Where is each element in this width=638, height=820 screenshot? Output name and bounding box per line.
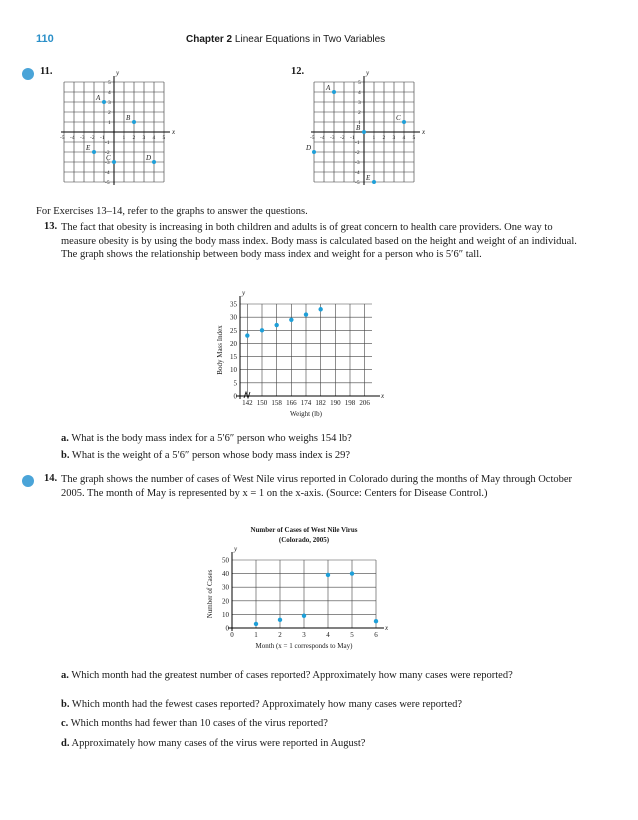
exercise-14c (61, 717, 581, 730)
y-tick-label: -5 (355, 180, 360, 186)
x-tick-label: 198 (344, 399, 356, 407)
exercise-14a (61, 669, 581, 682)
x-tick-label: 5 (412, 135, 416, 141)
x-tick-label: 1 (122, 135, 126, 141)
y-tick-label: 5 (233, 379, 237, 388)
data-point (302, 614, 306, 618)
x-tick-label: 4 (402, 135, 406, 141)
point-B (362, 130, 366, 134)
x-axis-label: x (422, 128, 426, 136)
x-tick-label: -3 (80, 135, 85, 141)
y-tick-label: -2 (105, 150, 110, 156)
y-axis-label: Body Mass Index (216, 325, 224, 375)
x-tick-label: 6 (374, 631, 378, 639)
y-tick-label: -4 (355, 170, 360, 176)
bmi-chart (210, 288, 390, 418)
question-text: What is the body mass index for a 5′6″ person who weighs 154 lb? (71, 433, 352, 444)
x-tick-label: 174 (300, 399, 312, 407)
y-tick-label: 40 (222, 570, 229, 579)
point-A (102, 100, 106, 104)
x-tick-label: 1 (372, 135, 376, 141)
point-label-A: A (96, 94, 101, 102)
y-tick-label: 35 (230, 300, 237, 309)
x-tick-label: 2 (278, 631, 282, 639)
y-tick-label: 5 (358, 80, 361, 86)
x-axis-label: Month (x = 1 corresponds to May) (255, 642, 353, 650)
data-point (278, 618, 282, 622)
x-tick-label: 4 (152, 135, 156, 141)
west-nile-chart (200, 524, 400, 656)
y-tick-label: 50 (222, 556, 229, 565)
point-E (372, 180, 376, 184)
data-point (289, 318, 293, 322)
question-letter: c. (61, 718, 69, 729)
y-tick-label: 20 (222, 597, 229, 606)
y-tick-label: 10 (222, 610, 229, 619)
question-letter: a. (61, 433, 69, 444)
person-icon (22, 68, 34, 80)
question-letter: a. (61, 670, 69, 681)
y-tick-label: 25 (230, 326, 237, 335)
y-tick-label: -4 (105, 170, 110, 176)
x-tick-label: 1 (254, 631, 258, 639)
x-tick-label: 3 (392, 135, 396, 141)
exercise-14d (61, 737, 581, 750)
y-tick-label: 3 (108, 100, 111, 106)
data-point (350, 571, 354, 575)
x-tick-label: -1 (350, 135, 355, 141)
point-label-B: B (126, 114, 131, 122)
point-C (112, 160, 116, 164)
x-tick-label: 150 (256, 399, 268, 407)
axis-break (244, 392, 250, 398)
point-label-C: C (106, 154, 111, 162)
x-tick-label: -2 (90, 135, 95, 141)
exercise-14b (61, 698, 581, 711)
exercise-13-text: The fact that obesity is increasing in both children and adults is of great concern to health care providers. One way to measure obesity is by using the body mass index. Body mass is calculated based on the height and weight of an individual. The graph shows the relationship between body mass index and weight for a person who is 5′6″ tall. (61, 222, 577, 260)
chapter-title: Linear Equations in Two Variables (234, 34, 386, 45)
point-label-A: A (326, 84, 331, 92)
y-tick-label: -2 (355, 150, 360, 156)
y-tick-label: -3 (105, 160, 110, 166)
data-point (304, 312, 308, 316)
chapter-header (186, 34, 385, 45)
exercise-13a (61, 432, 352, 445)
person-icon (22, 475, 34, 487)
y-tick-label: 4 (108, 90, 111, 96)
x-tick-label: -5 (310, 135, 315, 141)
exercise-12-grid (308, 70, 430, 188)
y-tick-label: 30 (230, 313, 237, 322)
y-tick-label: 0 (225, 624, 229, 633)
data-point (245, 333, 249, 337)
question-text: Which month had the greatest number of cases reported? Approximately how many cases were reported? (71, 670, 513, 681)
exercise-14-text: The graph shows the number of cases of West Nile virus reported in Colorado during the months of May through October 2005. The month of May is represented by x = 1 on the x-axis. (Source: Centers for Disease Control.) (61, 474, 573, 499)
point-label-B: B (356, 124, 361, 132)
data-point (374, 619, 378, 623)
x-tick-label: -3 (330, 135, 335, 141)
question-letter: b. (61, 450, 70, 461)
data-point (274, 323, 278, 327)
chapter-label: Chapter 2 (186, 34, 233, 45)
question-text: What is the weight of a 5′6″ person whose body mass index is 29? (71, 450, 351, 461)
y-tick-label: 15 (230, 353, 237, 362)
x-tick-label: -1 (100, 135, 105, 141)
y-tick-label: 2 (358, 110, 361, 116)
y-axis-label: Number of Cases (206, 569, 214, 619)
point-C (402, 120, 406, 124)
x-axis-label: Weight (lb) (290, 410, 322, 418)
question-text: Approximately how many cases of the virus were reported in August? (71, 738, 366, 749)
y-tick-label: 30 (222, 583, 229, 592)
x-tick-label: -5 (60, 135, 65, 141)
y-tick-label: 1 (108, 120, 111, 126)
data-point (254, 622, 258, 626)
exercise-12-number: 12. (291, 66, 305, 77)
x-tick-label: 206 (359, 399, 370, 407)
chart-title: (Colorado, 2005) (278, 536, 330, 544)
x-tick-label: 3 (142, 135, 146, 141)
y-tick-label: 10 (230, 366, 237, 375)
x-tick-label: -2 (340, 135, 345, 141)
y-tick-label: 4 (358, 90, 361, 96)
x-tick-label: 182 (315, 399, 326, 407)
y-tick-label: 2 (108, 110, 111, 116)
point-label-D: D (146, 154, 152, 162)
x-tick-label: 2 (132, 135, 136, 141)
point-A (332, 90, 336, 94)
x-tick-label: 0 (230, 631, 234, 639)
y-axis-label: y (366, 69, 370, 77)
question-text: Which months had fewer than 10 cases of the virus reported? (70, 718, 328, 729)
exercise-11-number: 11. (40, 66, 53, 77)
y-axis-letter: y (242, 289, 246, 297)
x-tick-label: 5 (162, 135, 166, 141)
x-tick-label: -4 (320, 135, 325, 141)
x-tick-label: 4 (326, 631, 330, 639)
point-E (92, 150, 96, 154)
y-tick-label: -1 (105, 140, 110, 146)
exercises-intro: For Exercises 13–14, refer to the graphs to answer the questions. (36, 206, 308, 217)
point-D (152, 160, 156, 164)
question-letter: d. (61, 738, 70, 749)
x-tick-label: -4 (70, 135, 75, 141)
y-axis-letter: y (234, 545, 238, 553)
point-B (132, 120, 136, 124)
data-point (326, 573, 330, 577)
y-tick-label: -3 (355, 160, 360, 166)
exercise-13-number: 13. (44, 221, 58, 232)
x-tick-label: 2 (382, 135, 386, 141)
exercise-11-grid (58, 70, 180, 188)
x-axis-letter: x (385, 624, 389, 632)
y-tick-label: 20 (230, 339, 237, 348)
y-tick-label: 5 (108, 80, 111, 86)
exercise-14-number: 14. (44, 473, 58, 484)
data-point (318, 307, 322, 311)
y-tick-label: 3 (358, 100, 361, 106)
question-text: Which month had the fewest cases reported? Approximately how many cases were reported? (71, 699, 463, 710)
chart-title: Number of Cases of West Nile Virus (250, 526, 358, 534)
y-tick-label: 1 (358, 120, 361, 126)
x-tick-label: 190 (330, 399, 341, 407)
page-number: 110 (36, 33, 54, 45)
question-letter: b. (61, 699, 70, 710)
point-D (312, 150, 316, 154)
x-tick-label: 5 (350, 631, 354, 639)
x-axis-letter: x (381, 392, 385, 400)
point-label-E: E (366, 174, 371, 182)
y-tick-label: -5 (105, 180, 110, 186)
x-axis-label: x (172, 128, 176, 136)
exercise-13b (61, 449, 350, 462)
x-tick-label: 142 (242, 399, 253, 407)
x-tick-label: 3 (302, 631, 306, 639)
data-point (260, 328, 264, 332)
y-axis-label: y (116, 69, 120, 77)
point-label-C: C (396, 114, 401, 122)
y-tick-label: -1 (355, 140, 360, 146)
x-tick-label: 166 (286, 399, 297, 407)
point-label-D: D (306, 144, 312, 152)
x-tick-label: 158 (271, 399, 282, 407)
point-label-E: E (86, 144, 91, 152)
y-tick-label: 0 (233, 392, 237, 401)
